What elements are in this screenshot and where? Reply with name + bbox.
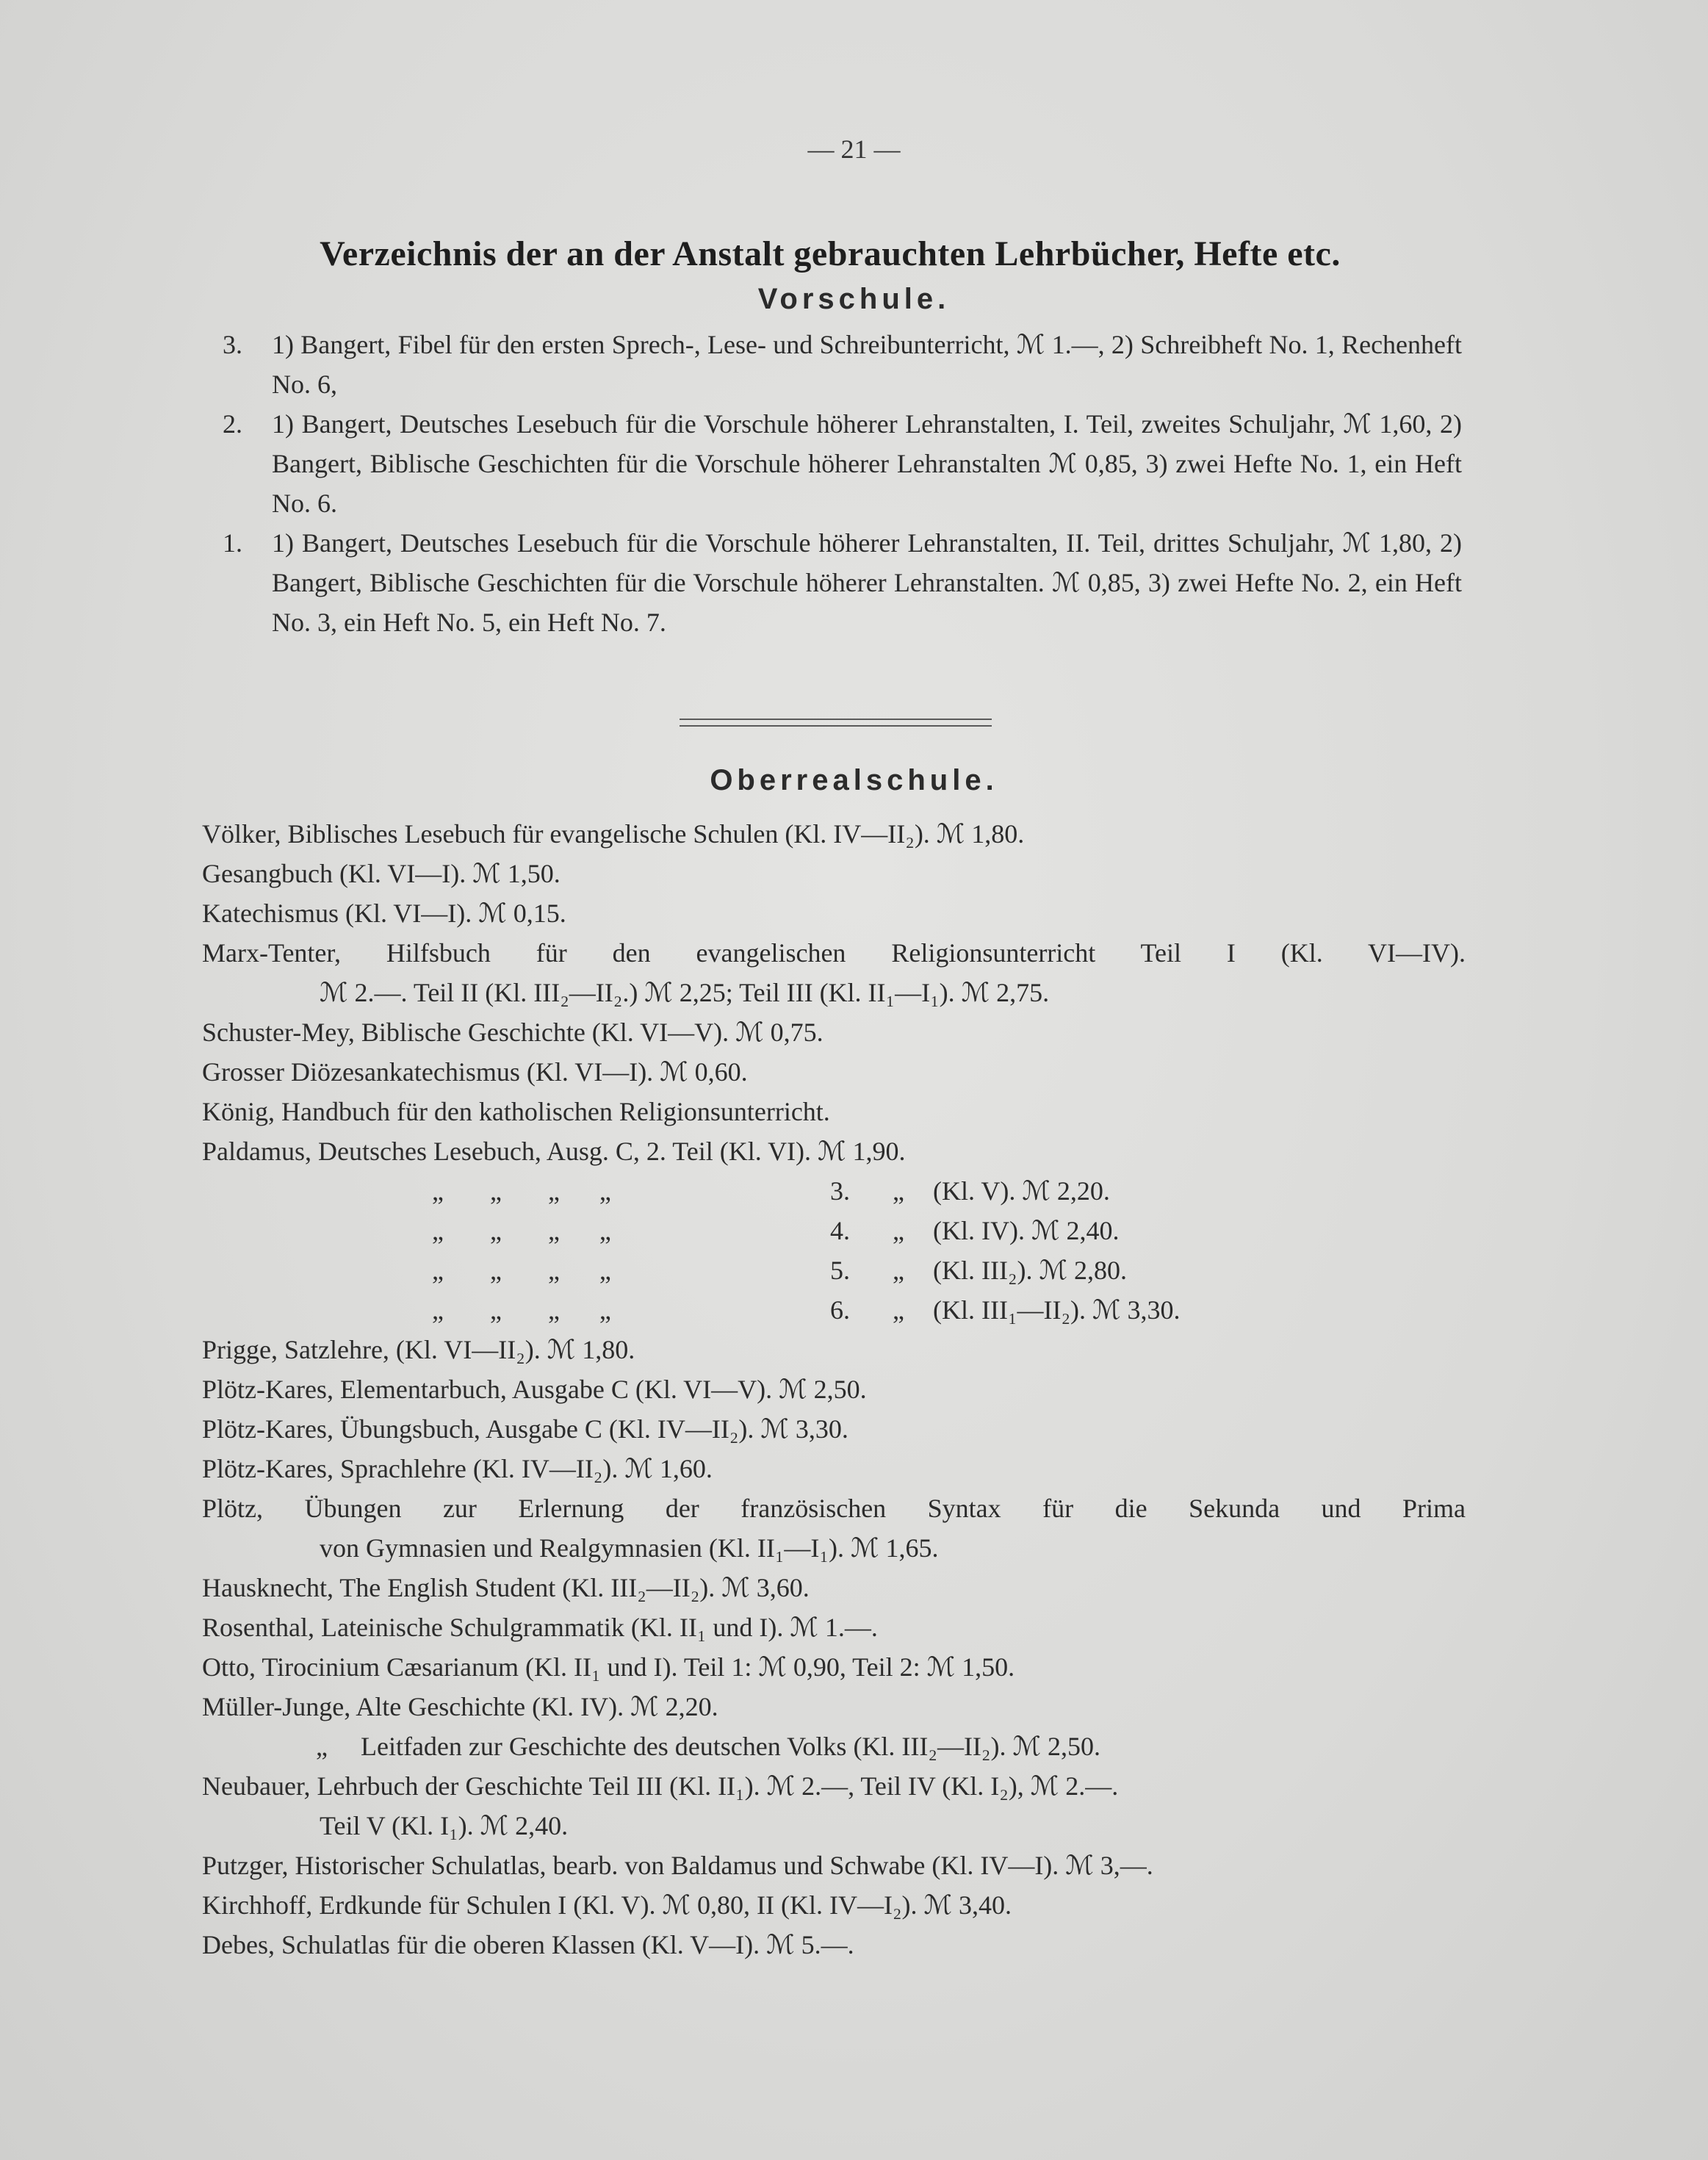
book-entry: Paldamus, Deutsches Lesebuch, Ausg. C, 2. Teil (Kl. VI). ℳ 1,90. — [202, 1137, 906, 1166]
list-item — [209, 404, 1462, 523]
item-text: 1) Bangert, Fibel für den ersten Sprech-, Lese- und Schreibunterricht, ℳ 1.—, 2) Schreibheft No. 1, Rechenheft No. 6, — [272, 330, 1462, 399]
ditto-marks: „ — [893, 1295, 904, 1325]
ditto-marks: „ „ „ „ — [432, 1176, 611, 1206]
ditto-row — [202, 1250, 1466, 1290]
ditto-marks: „ — [893, 1176, 904, 1206]
oberrealschule-list — [202, 814, 1466, 1965]
ditto-marks: „ — [893, 1216, 904, 1245]
section-heading-vorschule: Vorschule. — [757, 283, 951, 315]
class-price: (Kl. IV). ℳ 2,40. — [933, 1216, 1120, 1245]
part-number: 3. — [830, 1176, 850, 1206]
book-entry: Prigge, Satzlehre, (Kl. VI—II₂). ℳ 1,80. — [202, 1335, 635, 1364]
item-text: 1) Bangert, Deutsches Lesebuch für die Vorschule höherer Lehranstalten, II. Teil, drittes Schuljahr, ℳ 1,80, 2) Bangert, Biblische Geschichten für die Vorschule höherer Lehranstalten. ℳ 0,85, 3) zwei Hefte No. 2, ein Heft No. 3, ein Heft No. 5, ein Heft No. 7. — [272, 528, 1462, 637]
class-price: (Kl. III₂). ℳ 2,80. — [933, 1256, 1127, 1285]
list-item — [209, 523, 1462, 642]
book-entry: Gesangbuch (Kl. VI—I). ℳ 1,50. — [202, 859, 561, 888]
class-price: (Kl. V). ℳ 2,20. — [933, 1176, 1110, 1206]
ditto-row — [202, 1171, 1466, 1211]
class-number: 1. — [223, 528, 242, 558]
book-entry: Grosser Diözesankatechismus (Kl. VI—I). ℳ 0,60. — [202, 1057, 748, 1087]
book-entry: Plötz-Kares, Elementarbuch, Ausgabe C (Kl. VI—V). ℳ 2,50. — [202, 1375, 867, 1404]
book-entry: König, Handbuch für den katholischen Religionsunterricht. — [202, 1097, 830, 1126]
book-entry: Debes, Schulatlas für die oberen Klassen (Kl. V—I). ℳ 5.—. — [202, 1930, 854, 1959]
book-entry: Plötz-Kares, Sprachlehre (Kl. IV—II₂). ℳ 1,60. — [202, 1454, 713, 1483]
book-entry: Katechismus (Kl. VI—I). ℳ 0,15. — [202, 899, 566, 928]
ditto-marks: „ — [893, 1256, 904, 1285]
part-number: 5. — [830, 1256, 850, 1285]
part-number: 4. — [830, 1216, 850, 1245]
class-price: (Kl. III₁—II₂). ℳ 3,30. — [933, 1295, 1181, 1325]
section-divider — [680, 719, 992, 727]
ditto-row — [202, 1211, 1466, 1250]
book-entry-continuation: Teil V (Kl. I₁). ℳ 2,40. — [320, 1811, 569, 1840]
book-entry: Hausknecht, The English Student (Kl. III₂—II₂). ℳ 3,60. — [202, 1573, 810, 1602]
book-entry: Putzger, Historischer Schulatlas, bearb. von Baldamus und Schwabe (Kl. IV—I). ℳ 3,—. — [202, 1851, 1153, 1880]
book-entry: Marx-Tenter, Hilfsbuch für den evangelischen Religionsunterricht Teil I (Kl. VI—IV). — [202, 938, 1466, 968]
class-number: 3. — [223, 330, 242, 359]
section-heading-oberrealschule: Oberrealschule. — [710, 764, 998, 796]
list-item — [209, 325, 1462, 404]
book-entry: Neubauer, Lehrbuch der Geschichte Teil III (Kl. II₁). ℳ 2.—, Teil IV (Kl. I₂), ℳ 2.—. — [202, 1771, 1119, 1801]
ditto-marks: „ „ „ „ — [432, 1295, 611, 1325]
vorschule-list — [209, 325, 1462, 642]
book-entry: Schuster-Mey, Biblische Geschichte (Kl. VI—V). ℳ 0,75. — [202, 1018, 824, 1047]
item-text: 1) Bangert, Deutsches Lesebuch für die Vorschule höherer Lehranstalten, I. Teil, zweites Schuljahr, ℳ 1,60, 2) Bangert, Biblische Geschichten für die Vorschule höherer Lehranstalten ℳ 0,85, 3) zwei Hefte No. 1, ein Heft No. 6. — [272, 409, 1462, 518]
book-entry-continuation: von Gymnasien und Realgymnasien (Kl. II₁—I₁). ℳ 1,65. — [320, 1533, 939, 1563]
book-entry: Müller-Junge, Alte Geschichte (Kl. IV). ℳ 2,20. — [202, 1692, 718, 1721]
class-number: 2. — [223, 409, 242, 439]
book-entry: Völker, Biblisches Lesebuch für evangelische Schulen (Kl. IV—II₂). ℳ 1,80. — [202, 819, 1025, 849]
page-title: Verzeichnis der an der Anstalt gebrauchten Lehrbücher, Hefte etc. — [320, 234, 1341, 273]
book-entry: Plötz-Kares, Übungsbuch, Ausgabe C (Kl. IV—II₂). ℳ 3,30. — [202, 1414, 848, 1444]
ditto-marks: „ „ „ „ — [432, 1256, 611, 1285]
ditto-row — [202, 1290, 1466, 1330]
book-entry: Rosenthal, Lateinische Schulgrammatik (Kl. II₁ und I). ℳ 1.—. — [202, 1613, 878, 1642]
page-number: — 21 — — [807, 134, 901, 164]
part-number: 6. — [830, 1295, 850, 1325]
book-entry-continuation: ℳ 2.—. Teil II (Kl. III₂—II₂.) ℳ 2,25; Teil III (Kl. II₁—I₁). ℳ 2,75. — [320, 978, 1050, 1007]
book-entry: Kirchhoff, Erdkunde für Schulen I (Kl. V). ℳ 0,80, II (Kl. IV—I₂). ℳ 3,40. — [202, 1890, 1012, 1920]
book-entry: Plötz, Übungen zur Erlernung der französischen Syntax für die Sekunda und Prima — [202, 1494, 1466, 1523]
book-entry: Otto, Tirocinium Cæsarianum (Kl. II₁ und I). Teil 1: ℳ 0,90, Teil 2: ℳ 1,50. — [202, 1652, 1015, 1682]
ditto-marks: „ „ „ „ — [432, 1216, 611, 1245]
book-entry-continuation: „ Leitfaden zur Geschichte des deutschen Volks (Kl. III₂—II₂). ℳ 2,50. — [316, 1732, 1100, 1761]
